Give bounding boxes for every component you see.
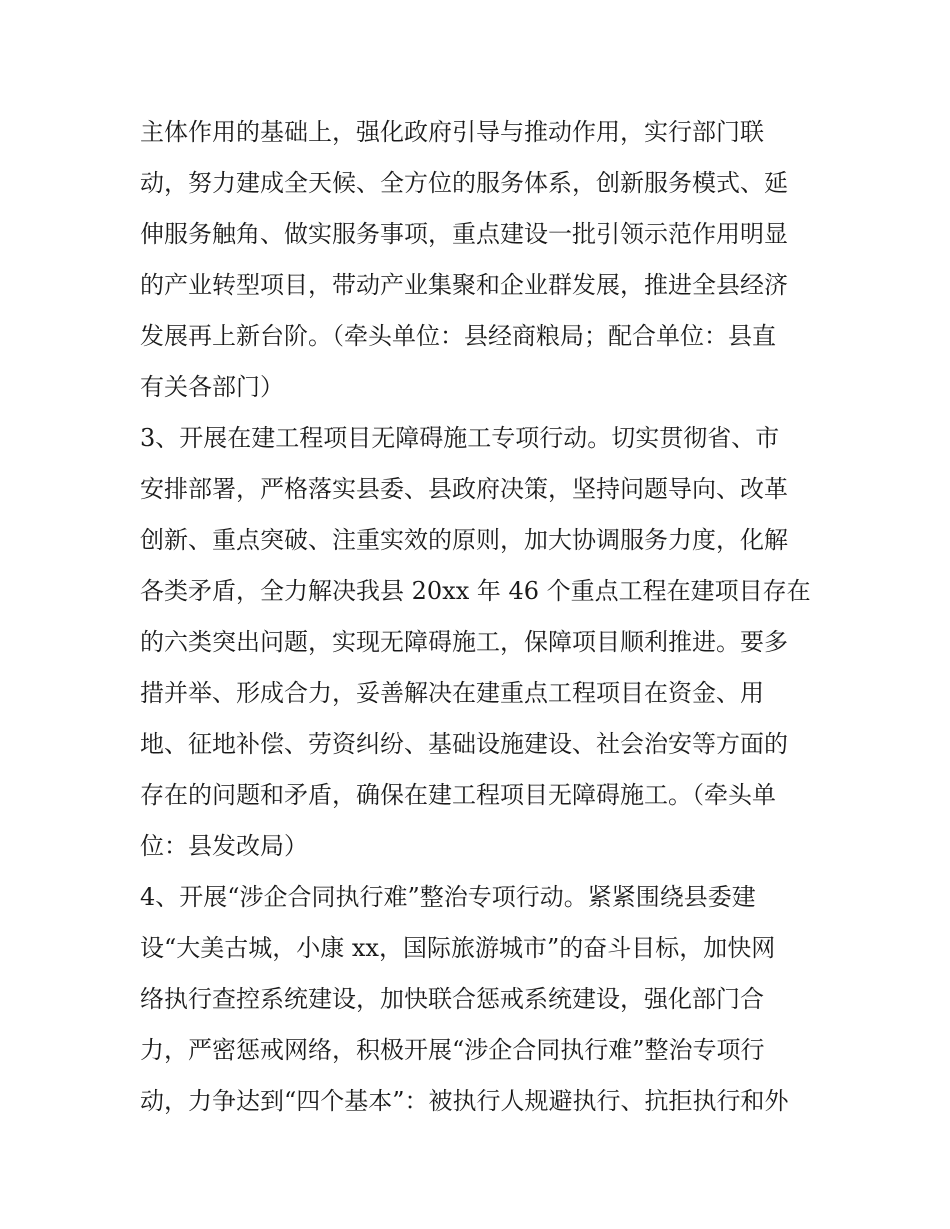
text-line: 措并举、形成合力，妥善解决在建重点工程项目在资金、用 (140, 679, 764, 707)
body-text (140, 107, 820, 1127)
text-line: 动，努力建成全天候、全方位的服务体系，创新服务模式、延 (140, 169, 788, 197)
text-line: 各类矛盾，全力解决我县 20xx 年 46 个重点工程在建项目存在 (140, 577, 811, 605)
text-line: 位：县发改局） (140, 832, 308, 860)
text-line: 有关各部门） (140, 373, 284, 401)
text-line: 主体作用的基础上，强化政府引导与推动作用，实行部门联 (140, 118, 764, 146)
text-line: 安排部署，严格落实县委、县政府决策，坚持问题导向、改革 (140, 475, 788, 503)
text-line: 发展再上新台阶。（牵头单位：县经商粮局；配合单位：县直 (140, 322, 776, 350)
text-line: 创新、重点突破、注重实效的原则，加大协调服务力度，化解 (140, 526, 788, 554)
text-line: 设“大美古城，小康 xx，国际旅游城市”的奋斗目标，加快网 (140, 934, 776, 962)
text-line: 络执行查控系统建设，加快联合惩戒系统建设，强化部门合 (140, 985, 764, 1013)
section-heading-4: 4、开展“涉企合同执行难”整治专项行动。紧紧围绕县委建 (140, 883, 756, 911)
text-line: 的产业转型项目，带动产业集聚和企业群发展，推进全县经济 (140, 271, 788, 299)
text-line: 地、征地补偿、劳资纠纷、基础设施建设、社会治安等方面的 (140, 730, 788, 758)
text-line: 伸服务触角、做实服务事项，重点建设一批引领示范作用明显 (140, 220, 788, 248)
text-line: 的六类突出问题，实现无障碍施工，保障项目顺利推进。要多 (140, 628, 788, 656)
text-line: 存在的问题和矛盾，确保在建工程项目无障碍施工。（牵头单 (140, 781, 776, 809)
text-line: 动，力争达到“四个基本”：被执行人规避执行、抗拒执行和外 (140, 1087, 789, 1115)
section-heading-3: 3、开展在建工程项目无障碍施工专项行动。切实贯彻省、市 (140, 424, 780, 452)
text-line: 力，严密惩戒网络，积极开展“涉企合同执行难”整治专项行 (140, 1036, 765, 1064)
